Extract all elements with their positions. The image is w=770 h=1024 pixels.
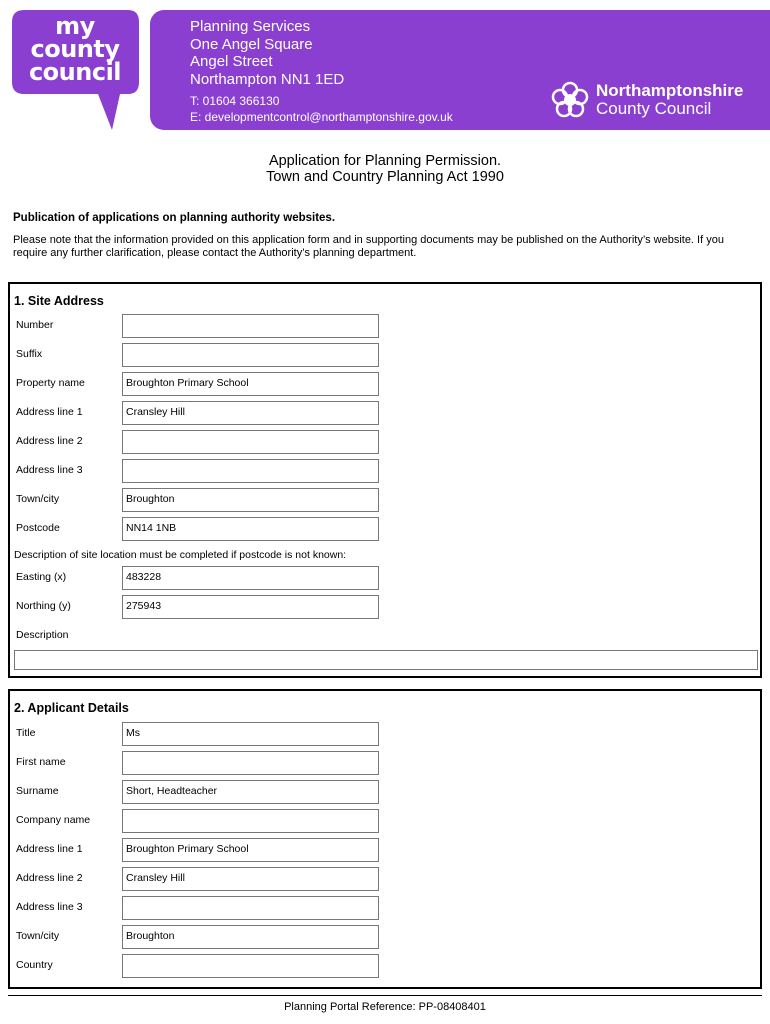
portal-reference: Planning Portal Reference: PP-08408401 [284,1001,486,1013]
footer-divider [8,995,762,996]
site-address-title: 1. Site Address [14,294,104,308]
field-label: Town/city [16,493,60,505]
form-row [10,401,750,426]
form-row [10,314,750,339]
field-label: Northing (y) [16,600,71,612]
company-name-input[interactable] [122,809,379,833]
site-address-section [8,282,762,678]
form-row [10,838,750,863]
council-name-line1: Northamptonshire [596,81,744,100]
field-label: Postcode [16,522,60,534]
phone-number: T: 01604 366130 [190,94,280,108]
form-row [10,780,750,805]
form-row [10,809,750,834]
field-label: Property name [16,377,85,389]
applicant-details-section [8,689,762,989]
form-row [10,459,750,484]
address-line: Planning Services [190,18,311,35]
field-label: Company name [16,814,91,826]
header-banner [150,10,770,130]
form-row [10,488,750,513]
field-label: Number [16,319,54,331]
form-row [10,751,750,776]
form-title [0,153,770,185]
my-county-council-logo [12,10,140,130]
form-title-line1: Application for Planning Permission. [268,153,502,169]
field-label: Address line 1 [16,406,83,418]
field-label: Suffix [16,348,43,360]
form-row [10,372,750,397]
office-address [190,18,344,88]
form-row [10,517,750,542]
applicant-address-line-2-input[interactable]: Cransley Hill [122,867,379,891]
address-line: Northampton NN1 1ED [190,70,345,88]
publication-note: Please note that the information provided on this application form and in supporting documents may be published on the Authority’s website. If you require any further clarification, please contact the Authority’s planning department. [13,234,724,259]
applicant-address-line-1-input[interactable]: Broughton Primary School [122,838,379,862]
email-address[interactable]: E: developmentcontrol@northamptonshire.gov.uk [190,109,453,124]
northamptonshire-logo [548,78,743,122]
form-row [10,595,750,620]
field-label: Easting (x) [16,571,67,583]
number-input[interactable] [122,314,379,338]
country-input[interactable] [122,954,379,978]
town-city-input[interactable]: Broughton [122,488,379,512]
field-label: Address line 2 [16,872,83,884]
address-line-1-input[interactable]: Cransley Hill [122,401,379,425]
form-row [10,867,750,892]
field-label: Address line 3 [16,901,83,913]
first-name-input[interactable] [122,751,379,775]
logo-line-county: county [30,35,120,63]
field-label: Country [16,959,53,971]
field-label: Address line 2 [16,435,83,447]
rose-emblem-icon [548,78,592,122]
applicant-address-line-3-input[interactable] [122,896,379,920]
field-label: First name [16,756,66,768]
logo-line-my: my [55,12,95,40]
logo-text [12,10,138,84]
contact-details [190,94,453,125]
description-label: Description [16,629,69,641]
form-row [10,954,750,979]
field-label: Town/city [16,930,60,942]
easting-input[interactable]: 483228 [122,566,379,590]
publication-heading: Publication of applications on planning authority websites. [13,212,336,224]
form-row [10,896,750,921]
form-row [10,430,750,455]
applicant-details-title: 2. Applicant Details [14,701,129,715]
location-note: Description of site location must be completed if postcode is not known: [14,549,347,561]
title-input[interactable]: Ms [122,722,379,746]
field-label: Address line 1 [16,843,83,855]
postcode-input[interactable]: NN14 1NB [122,517,379,541]
suffix-input[interactable] [122,343,379,367]
form-row [10,566,750,591]
form-title-line2: Town and Country Planning Act 1990 [266,169,504,185]
form-row [10,722,750,747]
form-row [10,925,750,950]
logo-line-council: council [28,58,122,86]
surname-input[interactable]: Short, Headteacher [122,780,379,804]
address-line: One Angel Square [190,35,313,53]
description-input[interactable] [14,650,758,670]
northing-input[interactable]: 275943 [122,595,379,619]
field-label: Surname [16,785,59,797]
applicant-town-city-input[interactable]: Broughton [122,925,379,949]
field-label: Address line 3 [16,464,83,476]
address-line-2-input[interactable] [122,430,379,454]
form-row [10,343,750,368]
field-label: Title [16,727,36,739]
address-line: Angel Street [190,53,273,70]
council-name-line2: County Council [596,99,712,118]
address-line-3-input[interactable] [122,459,379,483]
property-name-input[interactable]: Broughton Primary School [122,372,379,396]
